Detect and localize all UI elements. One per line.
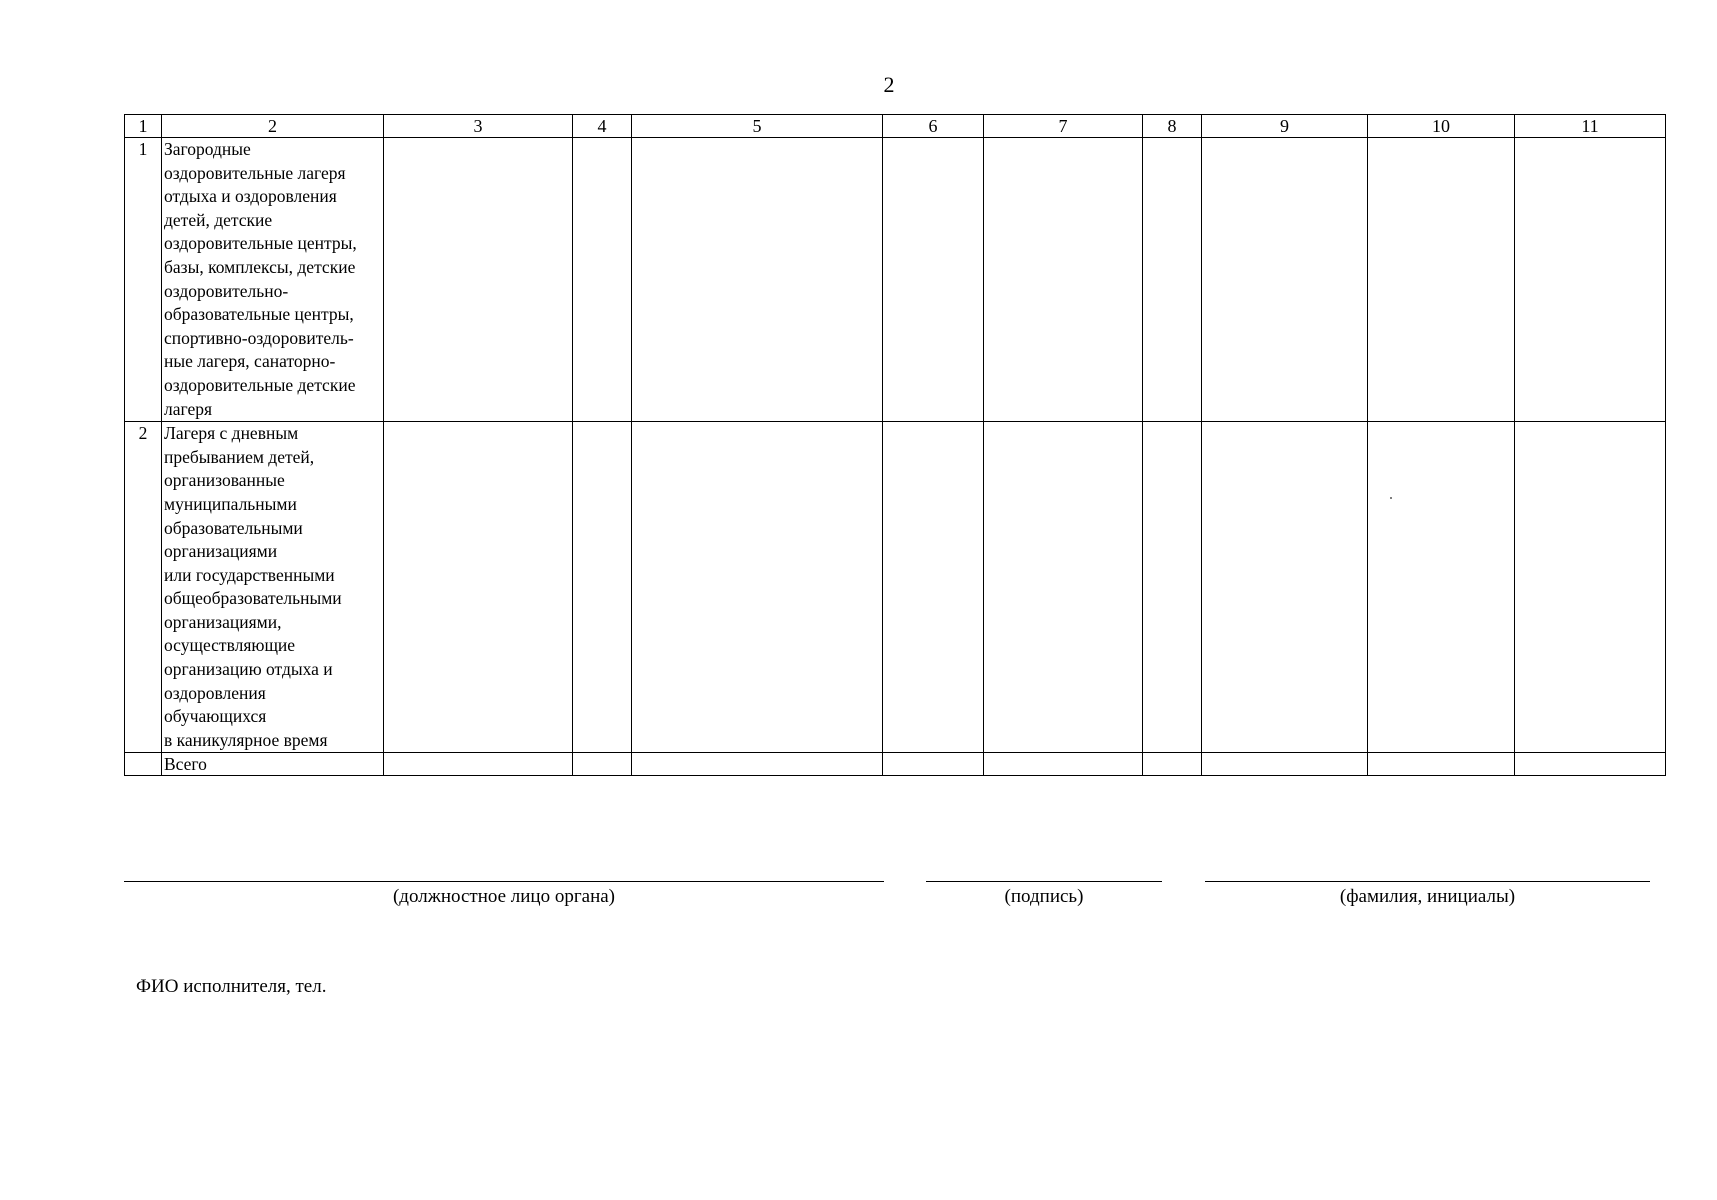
table-cell bbox=[632, 138, 883, 422]
table-cell bbox=[1515, 753, 1666, 776]
signature-line bbox=[926, 881, 1162, 882]
row-number: 1 bbox=[125, 138, 162, 422]
table-cell bbox=[573, 422, 632, 753]
table-cell bbox=[384, 138, 573, 422]
table-cell bbox=[984, 753, 1143, 776]
official-caption: (должностное лицо органа) bbox=[392, 886, 616, 907]
table-cell bbox=[1515, 138, 1666, 422]
table-cell bbox=[632, 422, 883, 753]
table-cell bbox=[1368, 422, 1515, 753]
column-header: 2 bbox=[162, 115, 384, 138]
table-cell bbox=[1143, 422, 1202, 753]
table-cell bbox=[883, 422, 984, 753]
signature-caption: (подпись) bbox=[1004, 886, 1084, 907]
row-number bbox=[125, 753, 162, 776]
table-cell bbox=[1368, 138, 1515, 422]
table-cell bbox=[573, 753, 632, 776]
table-cell bbox=[984, 422, 1143, 753]
table-cell bbox=[883, 138, 984, 422]
table-cell bbox=[573, 138, 632, 422]
column-header: 10 bbox=[1368, 115, 1515, 138]
table-row bbox=[125, 422, 1666, 753]
table-cell bbox=[1202, 753, 1368, 776]
executor-info: ФИО исполнителя, тел. bbox=[136, 976, 327, 997]
table-cell bbox=[984, 138, 1143, 422]
table-row bbox=[125, 138, 1666, 422]
table-cell bbox=[1143, 753, 1202, 776]
report-table bbox=[124, 114, 1666, 776]
row-name: Лагеря с дневным пребыванием детей, организованные муниципальными образовательными организациями или государственными общеобразовательными организациями, осуществляющие организацию отдыха и оздоровления обучающихся в каникулярное время bbox=[162, 422, 384, 753]
column-header: 9 bbox=[1202, 115, 1368, 138]
column-header: 1 bbox=[125, 115, 162, 138]
table-cell bbox=[1202, 422, 1368, 753]
name-caption: (фамилия, инициалы) bbox=[1339, 886, 1516, 907]
column-header: 4 bbox=[573, 115, 632, 138]
table-cell bbox=[384, 422, 573, 753]
table-cell bbox=[384, 753, 573, 776]
column-header: 6 bbox=[883, 115, 984, 138]
table-cell bbox=[883, 753, 984, 776]
scan-speck bbox=[1390, 497, 1392, 499]
table-cell bbox=[1368, 753, 1515, 776]
table-cell bbox=[1515, 422, 1666, 753]
column-header: 11 bbox=[1515, 115, 1666, 138]
column-header: 5 bbox=[632, 115, 883, 138]
page-number: 2 bbox=[883, 72, 895, 97]
column-header: 8 bbox=[1143, 115, 1202, 138]
table-header-row bbox=[125, 115, 1666, 138]
column-header: 7 bbox=[984, 115, 1143, 138]
name-signature-line bbox=[1205, 881, 1650, 882]
row-name: Загородные оздоровительные лагеря отдыха и оздоровления детей, детские оздоровительные центры, базы, комплексы, детские оздоровительно- образовательные центры, спортивно-оздоровитель- ные лагеря, санаторно- оздоровительные детские лагеря bbox=[162, 138, 384, 422]
row-number: 2 bbox=[125, 422, 162, 753]
column-header: 3 bbox=[384, 115, 573, 138]
table-cell bbox=[1202, 138, 1368, 422]
row-name: Всего bbox=[162, 753, 384, 776]
table-cell bbox=[632, 753, 883, 776]
official-signature-line bbox=[124, 881, 884, 882]
table-cell bbox=[1143, 138, 1202, 422]
table-row-total bbox=[125, 753, 1666, 776]
